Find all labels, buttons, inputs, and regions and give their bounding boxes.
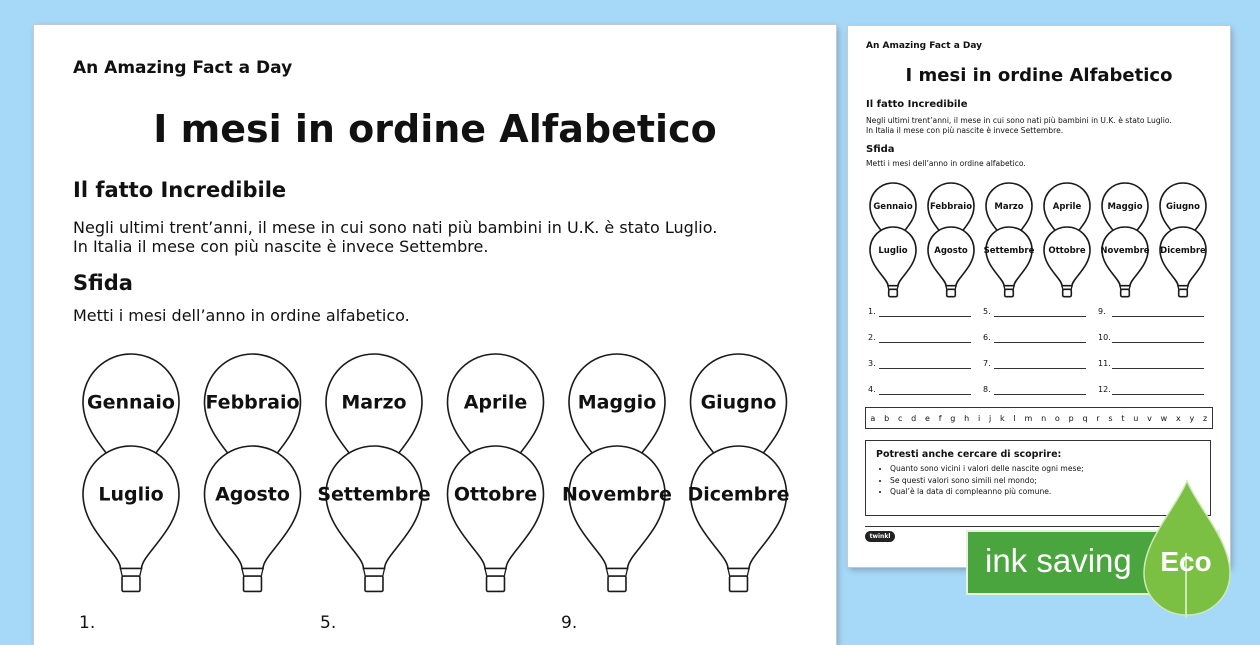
challenge-text-small: Metti i mesi dell’anno in ordine alfabetico. xyxy=(866,159,1026,168)
answer-number: 2. xyxy=(868,333,876,342)
balloon xyxy=(317,446,430,591)
alphabet-letter: u xyxy=(1133,413,1139,423)
answer-number: 8. xyxy=(983,385,991,394)
alphabet-letter: y xyxy=(1189,413,1195,423)
eco-label: Eco xyxy=(1160,546,1212,577)
month-label: Gennaio xyxy=(873,201,913,212)
month-label: Aprile xyxy=(1052,201,1082,212)
month-label: Giugno xyxy=(700,391,777,414)
page-title: I mesi in ordine Alfabetico xyxy=(153,107,717,151)
balloon-basket xyxy=(608,576,626,591)
kicker-text: An Amazing Fact a Day xyxy=(73,58,293,78)
worksheet-preview-large xyxy=(34,25,836,645)
answer-number: 1. xyxy=(868,307,876,316)
alphabet-strip xyxy=(865,407,1213,429)
extra-item: • Se questi valori sono simili nel mondo; xyxy=(890,475,1200,487)
month-label: Novembre xyxy=(562,483,672,506)
answer-number: 9. xyxy=(561,613,578,633)
fact-line-1: Negli ultimi trent’anni, il mese in cui sono nati più bambini in U.K. è stato Luglio. xyxy=(73,218,718,237)
alphabet-letter: q xyxy=(1082,413,1088,423)
alphabet-letter: c xyxy=(897,413,903,423)
month-label: Marzo xyxy=(341,391,407,414)
balloon xyxy=(562,446,672,591)
answer-line xyxy=(1098,359,1111,368)
alphabet-letter: x xyxy=(1175,413,1181,423)
extra-item: • Quanto sono vicini i valori delle nascite ogni mese; xyxy=(890,463,1200,475)
alphabet-letter: z xyxy=(1203,413,1208,423)
answer-number: 4. xyxy=(868,385,876,394)
answer-line xyxy=(868,307,876,316)
answer-number: 5. xyxy=(983,307,991,316)
answer-line xyxy=(983,333,991,342)
alphabet-letter: j xyxy=(989,413,992,423)
month-label: Gennaio xyxy=(87,391,175,414)
answer-number: 10. xyxy=(1098,333,1111,342)
balloon-shape xyxy=(569,446,665,568)
alphabet-letter: i xyxy=(978,413,981,423)
month-label: Dicembre xyxy=(687,483,790,506)
answer-number: 5. xyxy=(320,613,337,633)
month-label: Settembre xyxy=(317,483,431,506)
balloon-shape xyxy=(448,446,544,568)
month-label: Maggio xyxy=(1107,201,1143,212)
answer-line xyxy=(1098,307,1106,316)
answer-numbers-visible xyxy=(34,613,836,643)
balloon-shape xyxy=(691,446,787,568)
alphabet-letter: o xyxy=(1054,413,1060,423)
fact-line-1-small: Negli ultimi trent’anni, il mese in cui sono nati più bambini in U.K. è stato Luglio. xyxy=(866,116,1172,125)
answer-line xyxy=(868,359,876,368)
balloon-basket xyxy=(122,576,140,591)
alphabet-letter: t xyxy=(1121,413,1125,423)
eco-leaf-drop-icon xyxy=(1140,478,1235,618)
fact-line-2: In Italia il mese con più nascite è invece Settembre. xyxy=(73,237,489,256)
alphabet-letter: r xyxy=(1096,413,1100,423)
alphabet-letter: a xyxy=(870,413,876,423)
balloon-shape xyxy=(326,446,422,568)
month-label: Giugno xyxy=(1166,201,1200,212)
challenge-text: Metti i mesi dell’anno in ordine alfabetico. xyxy=(73,306,410,325)
answer-line xyxy=(983,385,991,394)
kicker-text-small: An Amazing Fact a Day xyxy=(866,41,983,51)
answer-number: 9. xyxy=(1098,307,1106,316)
answer-number: 7. xyxy=(983,359,991,368)
answer-line xyxy=(983,359,991,368)
twinkl-logo: twinkl xyxy=(865,531,895,542)
challenge-heading-small: Sfida xyxy=(866,144,895,155)
month-label: Dicembre xyxy=(1160,245,1206,256)
alphabet-letter: f xyxy=(938,413,942,423)
page-title-small: I mesi in ordine Alfabetico xyxy=(905,65,1173,86)
extra-heading: Potresti anche cercare di scoprire: xyxy=(876,449,1062,460)
fact-line-2-small: In Italia il mese con più nascite è invece Settembre. xyxy=(866,126,1064,135)
month-label: Settembre xyxy=(983,245,1035,256)
month-label: Luglio xyxy=(98,483,164,506)
answer-number: 3. xyxy=(868,359,876,368)
fact-heading: Il fatto Incredibile xyxy=(73,178,287,202)
alphabet-letter: n xyxy=(1041,413,1047,423)
month-label: Ottobre xyxy=(1048,245,1086,256)
answer-line xyxy=(1098,385,1111,394)
month-label: Marzo xyxy=(994,201,1024,212)
balloon xyxy=(687,446,789,591)
alphabet-letter: e xyxy=(924,413,930,423)
month-label: Aprile xyxy=(463,391,528,414)
balloon-basket xyxy=(365,576,383,591)
month-label: Agosto xyxy=(934,245,968,256)
balloon xyxy=(83,446,179,591)
alphabet-letter: g xyxy=(950,413,956,423)
balloon-basket xyxy=(487,576,505,591)
answer-number: 6. xyxy=(983,333,991,342)
balloon xyxy=(448,446,544,591)
month-label: Maggio xyxy=(577,391,657,414)
alphabet-letter: v xyxy=(1147,413,1152,423)
alphabet-letter: p xyxy=(1068,413,1074,423)
alphabet-letter: m xyxy=(1024,413,1033,423)
answer-line xyxy=(868,333,876,342)
challenge-heading: Sfida xyxy=(73,271,133,295)
answer-number: 11. xyxy=(1098,359,1111,368)
answer-number: 1. xyxy=(79,613,96,633)
ink-saving-label: ink saving xyxy=(985,542,1132,579)
answer-line xyxy=(1098,333,1111,342)
balloon-basket xyxy=(244,576,262,591)
month-label: Luglio xyxy=(878,245,908,256)
balloon-shape xyxy=(83,446,179,568)
alphabet-letter: b xyxy=(884,413,890,423)
month-label: Agosto xyxy=(215,483,290,506)
alphabet-letter: h xyxy=(964,413,970,423)
alphabet-letter: l xyxy=(1013,413,1016,423)
balloon-basket xyxy=(730,576,748,591)
answer-number: 12. xyxy=(1098,385,1111,394)
answer-line xyxy=(983,307,991,316)
balloon-grid xyxy=(34,25,836,615)
month-label: Novembre xyxy=(1100,245,1150,256)
balloon-shape xyxy=(205,446,301,568)
alphabet-letter: d xyxy=(911,413,917,423)
month-label: Ottobre xyxy=(453,483,538,506)
balloon xyxy=(205,446,301,591)
month-label: Febbraio xyxy=(929,201,973,212)
fact-heading-small: Il fatto Incredibile xyxy=(866,99,968,110)
answer-line xyxy=(868,385,876,394)
alphabet-letter: k xyxy=(1000,413,1005,423)
alphabet-letter: s xyxy=(1108,413,1113,423)
month-label: Febbraio xyxy=(205,391,300,414)
extra-item: • Qual’è la data di compleanno più comune. xyxy=(890,486,1200,498)
alphabet-letter: w xyxy=(1160,413,1168,423)
